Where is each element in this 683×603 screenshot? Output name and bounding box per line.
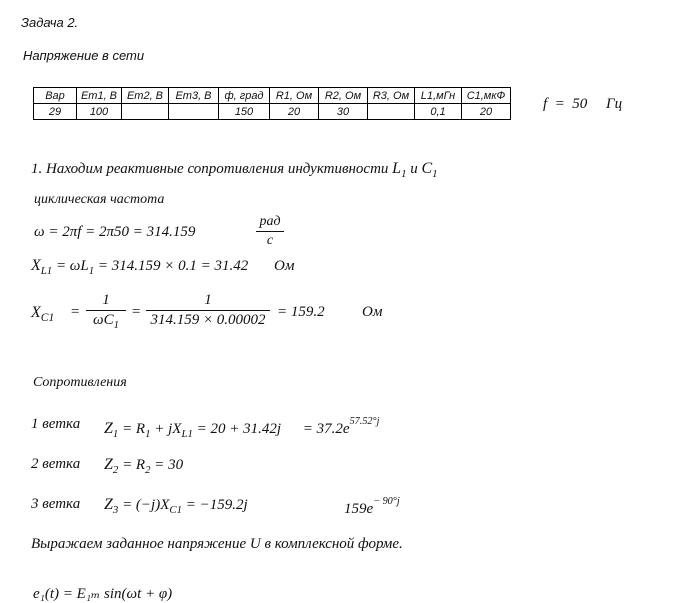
branch-1-r: = R	[118, 421, 146, 437]
xc-fraction-1-den-subscript: 1	[113, 319, 119, 331]
frequency-unit: Гц	[606, 96, 623, 112]
table-cell: 29	[34, 104, 77, 120]
fraction-bar	[86, 310, 126, 311]
z3-subscript: 3	[112, 504, 119, 516]
branch-2-r-subscript: 2	[145, 464, 151, 476]
omega-unit-fraction	[256, 214, 284, 249]
xl-result: = 314.159 × 0.1 = 31.42	[94, 258, 249, 274]
branch-3-exponential: 159e	[344, 501, 374, 517]
table-header-cell: Em2, B	[122, 88, 169, 104]
table-cell: 0,1	[415, 104, 462, 120]
branch-3-formula	[104, 496, 248, 516]
table-header-cell: R1, Ом	[270, 88, 319, 104]
branch-3-label: 3 ветка	[31, 496, 81, 512]
branch-1-value: = 20 + 31.42j	[192, 421, 282, 437]
xl-formula	[31, 257, 294, 277]
branch-3-value: = −159.2j	[182, 497, 248, 513]
step1-text: 1. Находим реактивные сопротивления индуктивности	[31, 161, 389, 177]
branch-1-jx: + jX	[150, 421, 182, 437]
table-header-cell: C1,мкФ	[462, 88, 511, 104]
table-header-cell: R2, Ом	[319, 88, 368, 104]
frequency-formula	[543, 96, 622, 113]
table-header-cell: Вар	[34, 88, 77, 104]
frequency-symbol: f	[543, 96, 548, 112]
table-cell	[368, 104, 415, 120]
xl-subscript: L1	[40, 265, 53, 277]
xc-result: = 159.2	[277, 304, 325, 320]
table-cell: 100	[77, 104, 122, 120]
capacitance-symbol: C	[421, 160, 433, 177]
z3-symbol: Z	[104, 496, 113, 513]
xc-fraction-1	[86, 292, 126, 331]
table-cell	[169, 104, 219, 120]
fraction-bar	[146, 310, 270, 311]
frequency-value: 50	[572, 96, 588, 112]
table-header-cell: R3, Ом	[368, 88, 415, 104]
fraction-bar	[256, 231, 284, 232]
branch-3-x-subscript: C1	[169, 504, 182, 516]
xc-fraction-2-numerator: 1	[204, 292, 212, 308]
equals-sign: =	[554, 96, 565, 112]
branch-2-formula	[104, 456, 183, 476]
omega-unit-denominator: c	[266, 233, 274, 248]
xc-subscript: C1	[40, 312, 55, 324]
xc-fraction-1-numerator: 1	[102, 292, 110, 308]
task-title: Задача 2.	[21, 15, 79, 30]
branch-3-exponential-group	[344, 496, 400, 518]
table-cell: 30	[319, 104, 368, 120]
inductance-subscript: 1	[401, 168, 407, 180]
equals-sign: =	[70, 304, 81, 320]
xc-fraction-2-denominator: 314.159 × 0.00002	[150, 312, 266, 328]
resistances-label: Сопротивления	[33, 375, 127, 390]
table-cell: 20	[462, 104, 511, 120]
branch-2-r: = R	[118, 457, 146, 473]
table-cell: 20	[270, 104, 319, 120]
table-header-cell: Em1, B	[77, 88, 122, 104]
xc-fraction-2	[146, 292, 270, 329]
xc-symbol: X	[31, 304, 41, 321]
table-header-cell: ф, град	[219, 88, 270, 104]
cyclic-frequency-label: циклическая частота	[34, 192, 165, 207]
table-header-cell: Em3, B	[169, 88, 219, 104]
parameters-table	[33, 87, 511, 120]
branch-3-exponent: − 90°j	[373, 496, 400, 507]
branch-1-formula	[104, 416, 379, 440]
xc-symbol-group	[31, 304, 54, 324]
z2-subscript: 2	[112, 464, 119, 476]
branch-1-r-subscript: 1	[145, 428, 151, 440]
complex-form-text: Выражаем заданное напряжение U в комплексной форме.	[31, 536, 403, 552]
equals-sign: =	[131, 304, 142, 320]
branch-2-value: = 30	[150, 457, 184, 473]
xc-unit: Ом	[362, 304, 383, 320]
branch-1-exponential: = 37.2e	[302, 421, 350, 437]
z1-symbol: Z	[104, 420, 113, 437]
branch-1-exponent: 57.52°j	[349, 416, 380, 427]
inductance-symbol: L	[392, 160, 402, 177]
table-cell	[122, 104, 169, 120]
conjunction-text: и	[410, 161, 418, 177]
source-emf-formula: e₁(t) = E₁ₘ sin(ωt + φ)	[33, 586, 173, 602]
branch-2-label: 2 ветка	[31, 456, 81, 472]
xl-symbol: X	[31, 257, 41, 274]
z2-symbol: Z	[104, 456, 113, 473]
table-header-cell: L1,мГн	[415, 88, 462, 104]
capacitance-subscript: 1	[432, 168, 438, 180]
xl-expression: = ωL	[52, 258, 89, 274]
omega-unit-numerator: рад	[259, 214, 281, 229]
table-cell: 150	[219, 104, 270, 120]
branch-1-x-subscript: L1	[181, 428, 193, 440]
step1-heading	[31, 160, 438, 180]
table-row	[34, 104, 511, 120]
table-header-row	[34, 88, 511, 104]
voltage-label: Напряжение в сети	[23, 48, 145, 63]
xc-fraction-1-den-text: ωC	[92, 312, 114, 328]
z1-subscript: 1	[112, 428, 119, 440]
xl-l-subscript: 1	[88, 265, 95, 277]
xl-unit: Ом	[274, 258, 295, 274]
branch-1-label: 1 ветка	[31, 416, 81, 432]
omega-formula: ω = 2πf = 2π50 = 314.159	[34, 224, 196, 240]
branch-3-x: = (−j)X	[118, 497, 170, 513]
xc-fraction-1-denominator	[86, 312, 126, 331]
